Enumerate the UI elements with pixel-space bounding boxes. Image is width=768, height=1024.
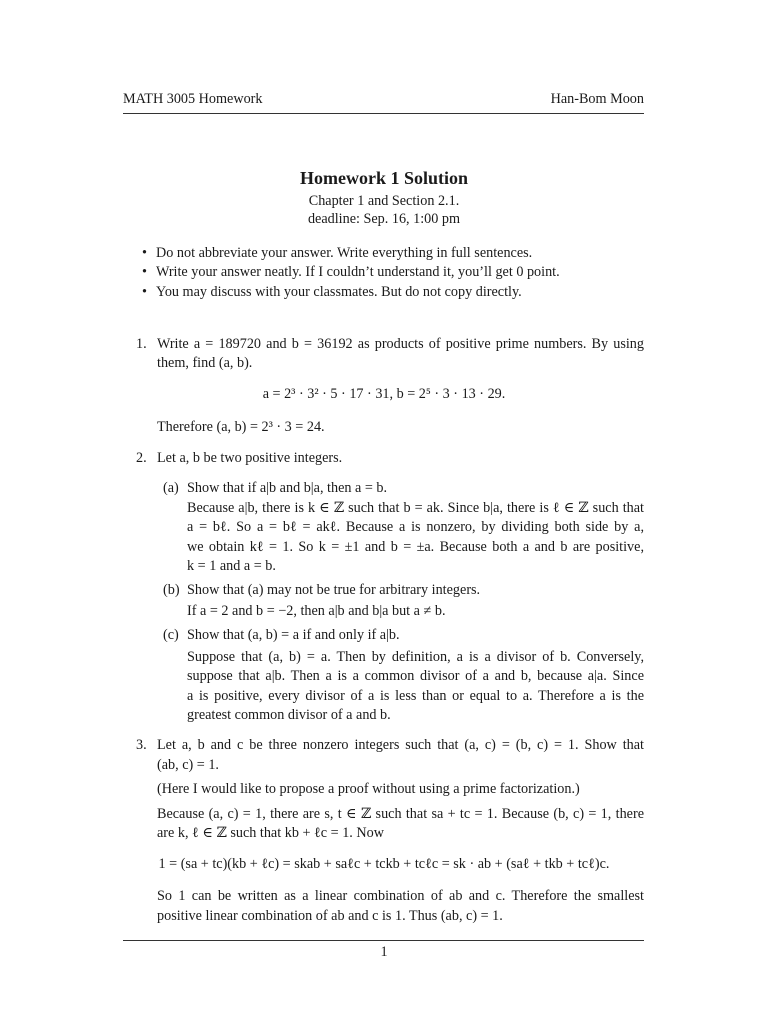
subtitle-deadline: deadline: Sep. 16, 1:00 pm <box>307 211 461 227</box>
page-header <box>123 91 644 111</box>
header-rule <box>123 113 644 114</box>
part-a-solution-line: we obtain kℓ = 1. So k = ±1 and b = ±a. Because both a and b are positive, <box>187 539 644 555</box>
part-a-solution-line: Because a|b, there is k ∈ ℤ such that b = ak. Since b|a, there is ℓ ∈ ℤ such that <box>187 500 644 516</box>
author-name: Han-Bom Moon <box>550 91 644 107</box>
part-c-solution-line: suppose that a|b. Then a is a common divisor of a and b, because a|a. Since <box>187 668 644 684</box>
part-a-solution-line: a = bℓ. So a = bℓ = akℓ. Because a is nonzero, by dividing both side by a, <box>187 519 644 535</box>
problem-2-statement: Let a, b be two positive integers. <box>157 450 343 466</box>
part-b-question: Show that (a) may not be true for arbitrary integers. <box>187 582 481 598</box>
problem-3-line: are k, ℓ ∈ ℤ such that kb + ℓc = 1. Now <box>157 825 384 841</box>
page-number: 1 <box>380 944 388 960</box>
course-name: MATH 3005 Homework <box>123 91 263 107</box>
problem-3-equation: 1 = (sa + tc)(kb + ℓc) = skab + saℓc + tckb + tcℓc = sk · ab + (saℓ + tkb + tcℓ)c. <box>158 856 610 872</box>
part-c-question: Show that (a, b) = a if and only if a|b. <box>187 627 400 643</box>
problem-3-line: Because (a, c) = 1, there are s, t ∈ ℤ such that sa + tc = 1. Because (b, c) = 1, there <box>157 806 644 822</box>
problem-3-line: So 1 can be written as a linear combination of ab and c. Therefore the smallest <box>157 888 644 904</box>
page-title: Homework 1 Solution <box>299 168 468 188</box>
part-a-solution-line: k = 1 and a = b. <box>187 558 276 574</box>
problem-1-conclusion: Therefore (a, b) = 2³ · 3 = 24. <box>157 419 325 435</box>
problem-3-line: positive linear combination of ab and c is 1. Thus (ab, c) = 1. <box>157 908 503 924</box>
subtitle-chapter: Chapter 1 and Section 2.1. <box>308 193 460 209</box>
bullet-icon: • <box>142 284 147 300</box>
part-a-question: Show that if a|b and b|a, then a = b. <box>187 480 388 496</box>
problem-3-line: Let a, b and c be three nonzero integers such that (a, c) = (b, c) = 1. Show that <box>157 737 644 753</box>
footer-rule <box>123 940 644 941</box>
problem-2-number: 2. <box>136 450 147 466</box>
part-c-solution-line: a is positive, every divisor of a is less than or equal to a. Therefore a is the <box>187 688 644 704</box>
problem-1-number: 1. <box>136 336 147 352</box>
problem-1-equation: a = 2³ · 3² · 5 · 17 · 31, b = 2⁵ · 3 · 13 · 29. <box>262 386 506 402</box>
bullet-icon: • <box>142 245 147 261</box>
problem-1-line: them, find (a, b). <box>157 355 253 371</box>
part-b-solution: If a = 2 and b = −2, then a|b and b|a but a ≠ b. <box>187 603 446 619</box>
bullet-icon: • <box>142 264 147 280</box>
problem-3-line: (ab, c) = 1. <box>157 757 219 773</box>
part-c-label: (c) <box>163 627 179 643</box>
part-c-solution-line: Suppose that (a, b) = a. Then by definition, a is a divisor of b. Conversely, <box>187 649 644 665</box>
problem-3-remark: (Here I would like to propose a proof without using a prime factorization.) <box>157 781 580 797</box>
part-a-label: (a) <box>163 480 179 496</box>
part-b-label: (b) <box>163 582 180 598</box>
problem-3-number: 3. <box>136 737 147 753</box>
problem-1-line: Write a = 189720 and b = 36192 as products of positive prime numbers. By using <box>157 336 644 352</box>
part-c-solution-line: greatest common divisor of a and b. <box>187 707 391 723</box>
